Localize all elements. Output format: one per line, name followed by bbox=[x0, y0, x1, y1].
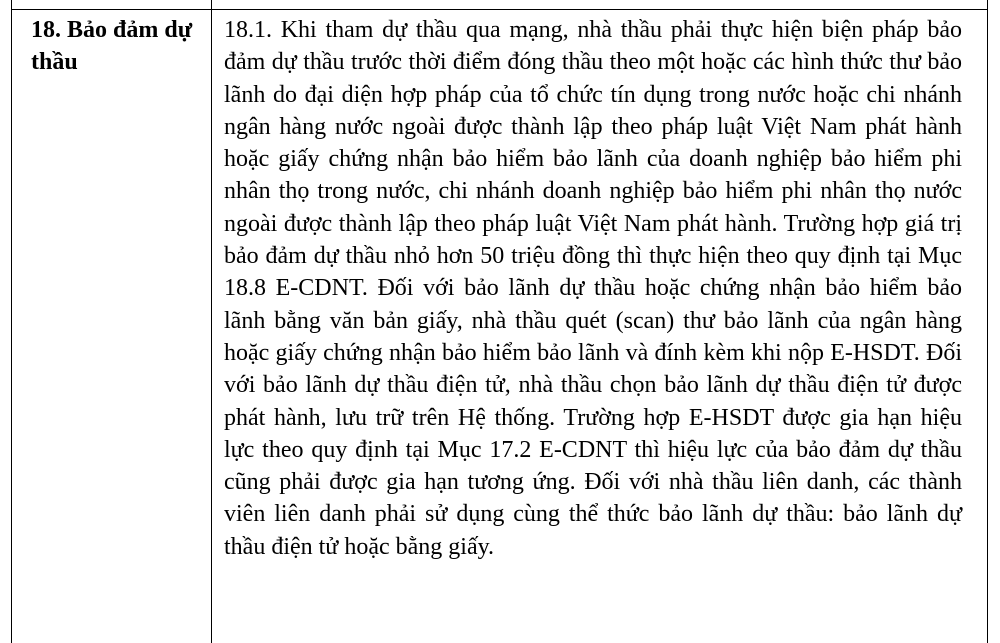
table-top-border bbox=[12, 9, 987, 10]
section-content bbox=[224, 14, 962, 563]
column-divider bbox=[211, 0, 212, 643]
section-paragraph: 18.1. Khi tham dự thầu qua mạng, nhà thầu phải thực hiện biện pháp bảo đảm dự thầu trước thời điểm đóng thầu theo một hoặc các hình thức thư bảo lãnh do đại diện hợp pháp của tổ chức tín dụng trong nước hoặc chi nhánh ngân hàng nước ngoài được thành lập theo pháp luật Việt Nam phát hành hoặc giấy chứng nhận bảo hiểm bảo lãnh của doanh nghiệp bảo hiểm phi nhân thọ trong nước, chi nhánh doanh nghiệp bảo hiểm phi nhân thọ nước ngoài được thành lập theo pháp luật Việt Nam phát hành. Trường hợp giá trị bảo đảm dự thầu nhỏ hơn 50 triệu đồng thì thực hiện theo quy định tại Mục 18.8 E-CDNT. Đối với bảo lãnh dự thầu hoặc chứng nhận bảo hiểm bảo lãnh bằng văn bản giấy, nhà thầu quét (scan) thư bảo lãnh của ngân hàng hoặc giấy chứng nhận bảo hiểm bảo lãnh và đính kèm khi nộp E-HSDT. Đối với bảo lãnh dự thầu điện tử, nhà thầu chọn bảo lãnh dự thầu điện tử được phát hành, lưu trữ trên Hệ thống. Trường hợp E-HSDT được gia hạn hiệu lực theo quy định tại Mục 17.2 E-CDNT thì hiệu lực của bảo đảm dự thầu cũng phải được gia hạn tương ứng. Đối với nhà thầu liên danh, các thành viên liên danh phải sử dụng cùng thể thức bảo lãnh dự thầu: bảo lãnh dự thầu điện tử hoặc bằng giấy. bbox=[224, 17, 962, 560]
section-label: 18. Bảo đảm dự thầu bbox=[31, 17, 193, 75]
document-table bbox=[11, 0, 988, 643]
